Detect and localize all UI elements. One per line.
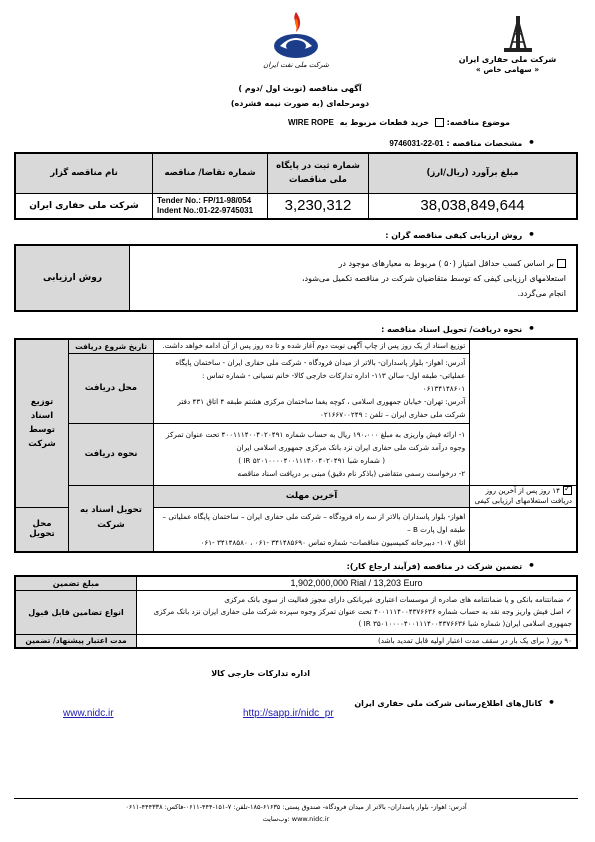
col-request: شماره تقاضا/ مناقصه: [153, 153, 268, 193]
type-1-body: ضمانتنامه بانکی و یا ضمانتنامه های صادره از موسسات اعتباری غیربانکی دارای مجوز فعالیت از سوی بانک مرکزی: [224, 595, 564, 604]
deadline-body: ۱۴ روز پس از آخرین روز دریافت استعلامهای ارزیابی کیفی: [474, 485, 572, 505]
guarantee-table: [14, 575, 578, 649]
evaluation-method-text: [130, 245, 578, 311]
type-2-check: ✓: [563, 607, 572, 616]
evaluation-line: [135, 228, 535, 241]
guarantee-label: تضمین شرکت در مناقصه (فرآیند ارجاع کار):: [346, 562, 523, 571]
notice-type: دومرحله‌ای (به صورت نیمه فشرده): [230, 99, 370, 108]
link-nidc[interactable]: www.nidc.ir: [63, 708, 114, 719]
evaluation-bullet: [525, 231, 535, 240]
nidc-logo: [498, 14, 538, 54]
col-estimate: مبلغ برآورد (ریال/ارز): [369, 153, 578, 193]
group-distribution: توزیع اسناد توسط شرکت: [15, 339, 69, 507]
amount-value: 1,902,000,000 Rial / 13,203 Euro: [137, 576, 578, 590]
method-text-1: ۱- ارائه فیش واریزی به مبلغ ۱۹۰،۰۰۰ ریال به حساب شماره ۴۰۰۱۱۱۴۰۰۴۰۲۰۴۹۱ تحت عنوان تمرکز وجوه درآمد شرکت ملی حفاری ایران نزد بانک مرکزی جمهوری اسلامی ایران: [166, 430, 466, 452]
channels-bullet: [545, 699, 555, 708]
method-text-2: ( شماره شبا IR ۵۲۰۱۰۰۰۰۴۰۰۱۱۱۴۰۰۴۰۲۰۴۹۱ ): [238, 456, 386, 465]
delivery-label: نحوه دریافت/ تحویل اسناد مناقصه :: [381, 325, 523, 334]
nioc-logo: [269, 10, 323, 60]
company-subtitle: « سهامی خاص »: [475, 65, 540, 74]
amount-label: مبلغ تضمین: [15, 576, 137, 590]
start-text: توزیع اسناد از یک روز پس از چاپ آگهی نوبت دوم آغاز شده و تا ده روز پس از آن ادامه خواهد داشت.: [154, 339, 470, 353]
subject-item: WIRE ROPE: [288, 118, 334, 127]
evaluation-checkbox: [557, 259, 566, 268]
method-text-3: ۲- درخواست رسمی متقاضی (باذکر نام دقیق) مبنی بر دریافت اسناد مناقصه: [237, 469, 466, 478]
delivery-place-text-2: اتاق ۱۰۷- دبیرخانه کمیسیون مناقصات- شماره تماس ۳۴۱۴۸۵۶۹۰ -۰۶۱ ، ۳۴۱۴۸۵۸۰ -۰۶۱: [200, 537, 466, 547]
validity-text: ۹۰ روز ( برای یک بار در سقف مدت اعتبار اولیه قابل تمدید باشد): [137, 634, 578, 648]
col-organizer: نام مناقصه گزار: [15, 153, 153, 193]
type-2: [141, 606, 572, 630]
delivery-table: [14, 338, 578, 553]
subject-line: [110, 118, 510, 127]
nioc-text: شرکت ملی نفت ایران: [263, 61, 329, 69]
place-text: [154, 353, 470, 423]
request-numbers: [153, 193, 268, 219]
specs-number: 01-22-9746031: [389, 139, 444, 148]
delivery-place-label: محل تحویل: [15, 507, 69, 552]
type-2-body: اصل فیش واریز وجه نقد به حساب شماره ۴۰۰۱۱۱۴۰۰۴۳۷۶۶۳۶ تحت عنوان تمرکز وجوه سپرده شرکت ملی حفاری ایران نزد بانک مرکزی جمهوری اسلامی ایران( شماره شبا ۳۵۰۱۰۰۰۰۴۰۰۱۱۱۴۰۰۴۳۷۶۶۳۶ IR ): [153, 607, 572, 628]
link-sapp[interactable]: http://sapp.ir/nidc_pr: [243, 708, 334, 719]
start-label: تاریخ شروع دریافت: [69, 339, 154, 353]
specs-bullet: [525, 139, 535, 148]
method-label: نحوه دریافت: [69, 423, 154, 485]
delivery-place-text-1: اهواز- بلوار پاسداران بالاتر از سه راه فرودگاه – شرکت ملی حفاری ایران – ساختمان پایگاه عملیاتی – طبقه اول پارت B –: [162, 511, 466, 534]
deadline-label: آخرین مهلت: [154, 485, 470, 507]
office-name: اداره تدارکات خارجی کالا: [211, 669, 310, 678]
subject-label: موضوع مناقصه:: [446, 118, 510, 127]
col-registration: شماره ثبت در پایگاه ملی مناقصات: [268, 153, 369, 193]
delivery-place-text: [154, 507, 470, 552]
estimate-value: 38,038,849,644: [369, 193, 578, 219]
notice-title: آگهی مناقصه (نوبت اول /دوم ): [238, 84, 362, 93]
channels-label: کانال‌های اطلاع‌رسانی شرکت ملی حفاری ایران: [354, 699, 543, 708]
indent-no: Indent No.:01-22-9745031: [157, 205, 254, 215]
tender-no: Tender No.: FP/11-98/054: [157, 195, 252, 205]
place-label: محل دریافت: [69, 353, 154, 423]
delivery-line: [135, 322, 535, 335]
evaluation-method-body: بر اساس کسب حداقل امتیاز (۵۰ ) مربوط به معیارهای موجود در استعلامهای ارزیابی کیفی که توسط متقاضیان شرکت در مناقصه تکمیل می‌شود، انجام می‌گردد.: [301, 258, 566, 298]
deadline-text: [470, 485, 577, 507]
validity-label: مدت اعتبار پیشنهاد/ تضمین: [15, 634, 137, 648]
specs-table: [14, 152, 578, 220]
evaluation-method-label: روش ارزیابی: [15, 245, 130, 311]
type-1: [141, 594, 572, 606]
subject-checkbox: [435, 118, 444, 127]
specs-line: [135, 136, 535, 149]
footer-divider: [14, 798, 578, 799]
footer-website: www.nidc.ir :وب‌سایت: [262, 815, 330, 823]
place-text-ahvaz: آدرس: اهواز- بلوار پاسداران- بالاتر از میدان فرودگاه - شرکت ملی حفاری ایران - ساختمان پایگاه عملیاتی- طبقه اول- سالن ۱۱۳- اداره تدارکات خارجی کالا- خانم نسیانی - شماره تماس : ۰۶۱۳۴۱۴۸۶۰۱: [175, 357, 466, 393]
subject-text: خرید قطعات مربوط به: [339, 118, 430, 127]
registration-value: 3,230,312: [268, 193, 369, 219]
guarantee-bullet: [525, 562, 535, 571]
company-name: شرکت ملی حفاری ایران: [458, 55, 557, 64]
specs-label: مشخصات مناقصه :: [446, 139, 523, 148]
method-text: [154, 423, 470, 485]
deadline-checkbox: [563, 486, 572, 495]
guarantee-line: [135, 559, 535, 572]
type-1-check: ✓: [563, 595, 572, 604]
types-text: [137, 590, 578, 634]
organizer-value: شرکت ملی حفاری ایران: [15, 193, 153, 219]
place-text-tehran: آدرس: تهران- خیابان جمهوری اسلامی ، کوچه یغما ساختمان مرکزی هشتم طبقه ۴ اتاق ۴۳۱ دفتر شرکت ملی حفاری ایران – تلفن : ۰۲۱۶۶۷۰۰۲۴۹: [177, 396, 466, 419]
types-label: انواع تضامین قابل قبول: [15, 590, 137, 634]
delivery-bullet: [525, 325, 535, 334]
footer-address: آدرس: اهواز- بلوار پاسداران- بالاتر از میدان فرودگاه- صندوق پستی: ۶۱۶۳۵-۱۸۵-تلفن: ۷-۱۵۱-۴۴۴-۰۶۱۱-فاکس: ۴۴۴۳۳۸-۰۶۱۱: [125, 803, 467, 811]
evaluation-table: [14, 244, 578, 312]
group-delivery: تحویل اسناد به شرکت: [69, 485, 154, 552]
evaluation-label: روش ارزیابی کیفی مناقصه گران :: [385, 231, 523, 240]
